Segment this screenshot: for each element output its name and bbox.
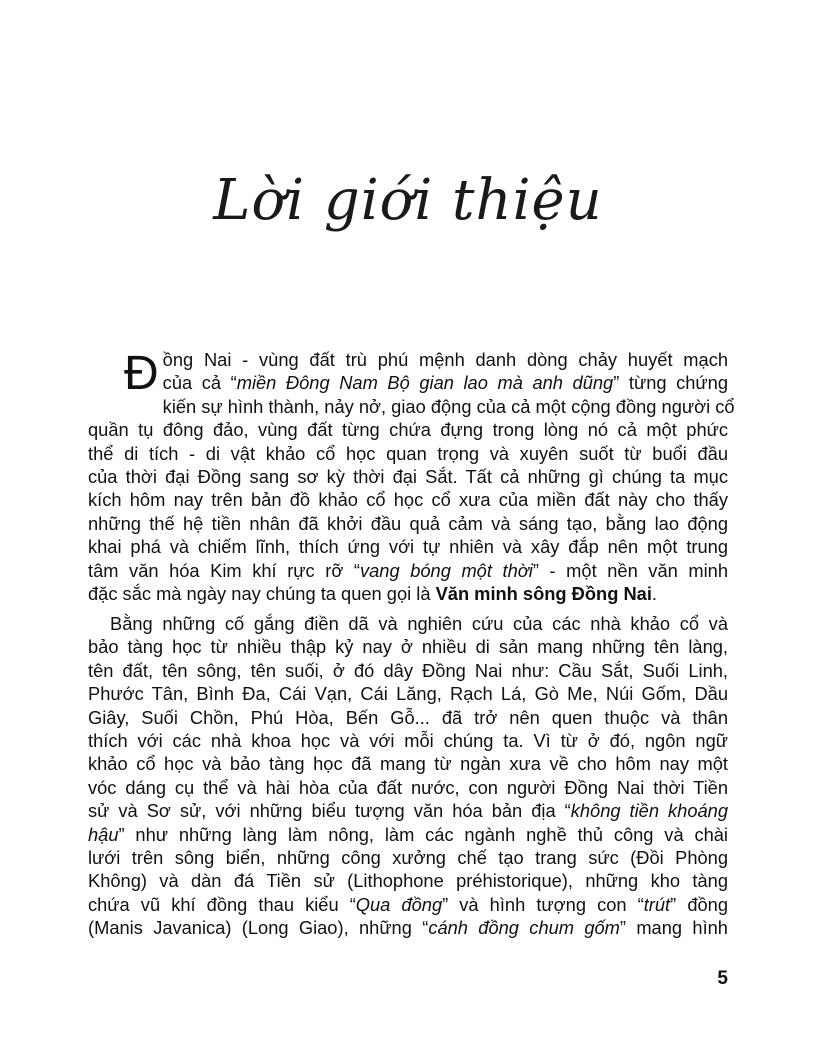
paragraph-1-lines bbox=[88, 395, 735, 606]
italic-phrase: miền Đông Nam Bộ gian lao mà anh dũng bbox=[236, 372, 614, 394]
italic-phrase: cánh đồng chum gốm bbox=[428, 917, 620, 939]
intro-paragraph-1 bbox=[88, 347, 735, 605]
text-line: thể di tích - di vật khảo cổ học quan trọng và xuyên suốt từ buổi đầu bbox=[88, 442, 728, 464]
text-line: Bằng những cố gắng điền dã và nghiên cứu của các nhà khảo cổ và bbox=[110, 613, 728, 634]
text-line: hậu” như những làng làm nông, làm các ngành nghề thủ công và chài bbox=[88, 823, 728, 845]
text-line: sử và Sơ sử, với những biểu tượng văn hóa bản địa “không tiền khoáng bbox=[88, 800, 728, 822]
text-line: khảo cổ học và bảo tàng học đã mang từ ngàn xưa về cho hôm nay một bbox=[88, 753, 728, 775]
text-line: thích với các nhà khoa học và với mỗi chúng ta. Vì từ ở đó, ngôn ngữ bbox=[88, 730, 728, 752]
text-line: khai phá và chiếm lĩnh, thích ứng với tự nhiên và xây đắp nên một trung bbox=[88, 536, 728, 558]
text-line: chứa vũ khí đồng thau kiểu “Qua đồng” và hình tượng con “trút” đồng bbox=[88, 893, 728, 915]
dropcap-block bbox=[88, 347, 729, 400]
bold-phrase: Văn minh sông Đồng Nai bbox=[435, 583, 652, 605]
page-number: 5 bbox=[717, 968, 728, 989]
page-title: Lời giới thiệu bbox=[213, 168, 603, 233]
italic-phrase: Qua đồng bbox=[355, 893, 443, 915]
text-line: Phước Tân, Bình Đa, Cái Vạn, Cái Lăng, Rạch Lá, Gò Me, Núi Gốm, Dầu bbox=[88, 683, 728, 705]
text-line: bảo tàng học từ nhiều thập kỷ nay ở nhiều di sản mang những tên làng, bbox=[88, 636, 728, 658]
italic-phrase: vang bóng một thời bbox=[359, 559, 533, 581]
italic-phrase: hậu bbox=[88, 823, 119, 845]
text-line: của thời đại Đồng sang sơ kỳ thời đại Sắt. Tất cả những gì chúng ta mục bbox=[88, 466, 728, 488]
text-line: quần tụ đông đảo, vùng đất từng chứa đựng trong lòng nó cả một phức bbox=[88, 419, 728, 441]
text-line: những thế hệ tiền nhân đã khởi đầu quả cảm và sáng tạo, bằng lao động bbox=[88, 512, 728, 534]
text-line: vóc dáng cụ thể và hài hòa của đất nước, con người Đồng Nai thời Tiền bbox=[88, 776, 728, 798]
text-line: ồng Nai - vùng đất trù phú mệnh danh dòng chảy huyết mạch bbox=[162, 349, 728, 370]
intro-paragraph-2 bbox=[88, 612, 728, 940]
text-line: đặc sắc mà ngày nay chúng ta quen gọi là Văn minh sông Đồng Nai. bbox=[88, 583, 658, 605]
text-line: kiến sự hình thành, nảy nở, giao động của cả một cộng đồng người cổ bbox=[162, 395, 735, 417]
dropcap-lines bbox=[88, 347, 729, 400]
drop-cap-letter: Đ bbox=[124, 347, 159, 400]
text-line: của cả “miền Đông Nam Bộ gian lao mà anh dũng” từng chứng bbox=[162, 372, 729, 394]
text-line: Giây, Suối Chồn, Phú Hòa, Bến Gỗ... đã trở nên quen thuộc và thân bbox=[88, 706, 728, 728]
italic-phrase: không tiền khoáng bbox=[570, 800, 728, 822]
text-line: tâm văn hóa Kim khí rực rỡ “vang bóng một thời” - một nền văn minh bbox=[88, 559, 728, 581]
text-line: tên đất, tên sông, tên suối, ở đó dây Đồng Nai như: Cầu Sắt, Suối Linh, bbox=[88, 659, 728, 681]
text-line: lưới trên sông biển, những công xưởng chế tạo trang sức (Đồi Phòng bbox=[88, 847, 728, 869]
text-line: kích hôm nay trên bản đồ khảo cổ học cổ xưa của miền đất này cho thấy bbox=[88, 489, 728, 511]
italic-phrase: trút bbox=[643, 893, 671, 915]
text-line: Không) và dàn đá Tiền sử (Lithophone préhistorique), những kho tàng bbox=[88, 870, 728, 892]
text-line: (Manis Javanica) (Long Giao), những “cánh đồng chum gốm” mang hình bbox=[88, 917, 728, 939]
